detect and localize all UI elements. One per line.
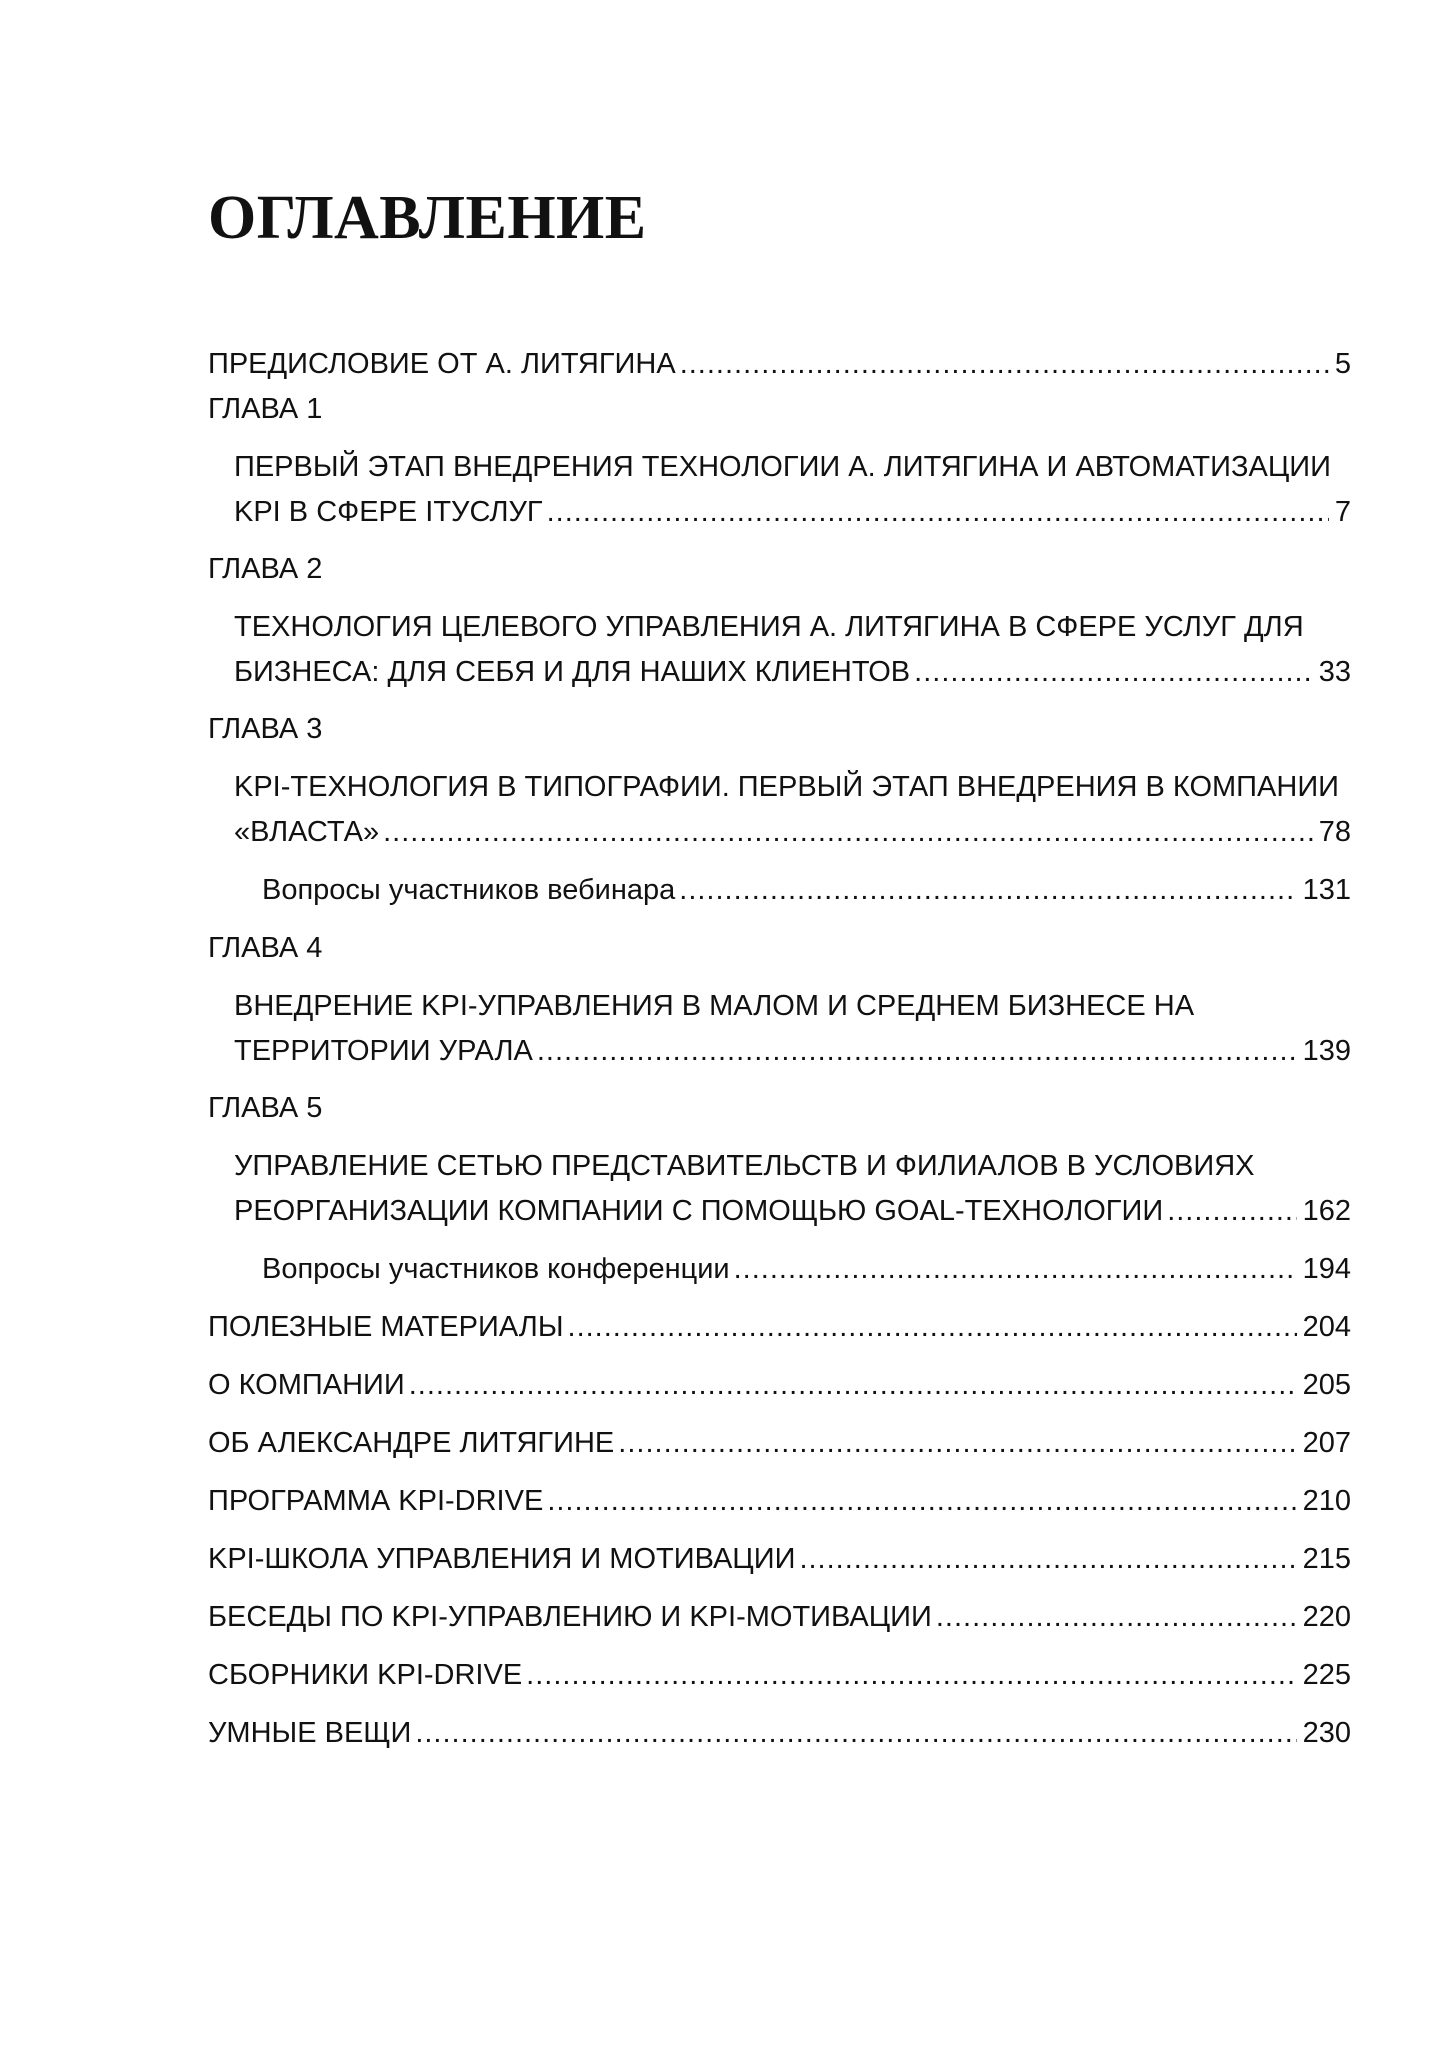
toc-entry-text: ОБ АЛЕКСАНДРЕ ЛИТЯГИНЕ — [208, 1427, 615, 1459]
dot-leader — [568, 1305, 1297, 1350]
toc-page-number: 131 — [1302, 874, 1351, 906]
toc-entry-text: СБОРНИКИ KPI-DRIVE — [208, 1659, 523, 1691]
toc-entry-text-line-1: ВНЕДРЕНИЕ KPI-УПРАВЛЕНИЯ В МАЛОМ И СРЕДНЕМ БИЗНЕСЕ НА — [234, 990, 1195, 1022]
toc-chapter-label-3[interactable] — [208, 707, 1351, 752]
toc-entry-text-line-2: KPI В СФЕРЕ ITУСЛУГ — [234, 496, 543, 528]
dot-leader — [799, 1537, 1296, 1582]
toc-page-number: 78 — [1318, 816, 1351, 848]
toc-entry-preface[interactable] — [208, 342, 1351, 387]
toc-chapter-label-2[interactable] — [208, 547, 1351, 592]
dot-leader — [415, 1711, 1296, 1756]
chapter-label: ГЛАВА 3 — [208, 713, 323, 745]
dot-leader — [680, 342, 1329, 387]
dot-leader — [914, 650, 1313, 695]
toc-entry-text: Вопросы участников конференции — [262, 1253, 730, 1285]
toc-entry-text-line-1: УПРАВЛЕНИЕ СЕТЬЮ ПРЕДСТАВИТЕЛЬСТВ И ФИЛИАЛОВ В УСЛОВИЯХ — [234, 1150, 1255, 1182]
dot-leader — [526, 1653, 1296, 1698]
page-title: ОГЛАВЛЕНИЕ — [208, 184, 647, 252]
toc-entry-text-line-2: РЕОРГАНИЗАЦИИ КОМПАНИИ С ПОМОЩЬЮ GOAL-ТЕХНОЛОГИИ — [234, 1195, 1164, 1227]
toc-entry-text: ПОЛЕЗНЫЕ МАТЕРИАЛЫ — [208, 1311, 564, 1343]
toc-chapter-label-4[interactable] — [208, 926, 1351, 971]
dot-leader — [1167, 1189, 1296, 1234]
toc-subentry-webinar-questions[interactable] — [262, 868, 1351, 913]
toc-entry-chapter-3[interactable] — [234, 765, 1351, 855]
toc-entry-text-line-2: ТЕРРИТОРИИ УРАЛА — [234, 1035, 533, 1067]
toc-page-number: 194 — [1302, 1253, 1351, 1285]
toc-entry-text-line-1: ПЕРВЫЙ ЭТАП ВНЕДРЕНИЯ ТЕХНОЛОГИИ А. ЛИТЯГИНА И АВТОМАТИЗАЦИИ — [234, 451, 1331, 483]
toc-page-number: 5 — [1334, 348, 1351, 380]
toc-page-number: 7 — [1334, 496, 1351, 528]
toc-subentry-conference-questions[interactable] — [262, 1247, 1351, 1292]
toc-chapter-label-1[interactable] — [208, 387, 1351, 432]
toc-entry-text: О КОМПАНИИ — [208, 1369, 405, 1401]
toc-entry-useful-materials[interactable] — [208, 1305, 1351, 1350]
toc-page-number: 207 — [1302, 1427, 1351, 1459]
toc-entry-text: ПРОГРАММА KPI-DRIVE — [208, 1485, 544, 1517]
toc-entry-talks[interactable] — [208, 1595, 1351, 1640]
dot-leader — [383, 810, 1313, 855]
toc-entry-chapter-4[interactable] — [234, 984, 1351, 1074]
toc-page-number: 139 — [1302, 1035, 1351, 1067]
chapter-label: ГЛАВА 2 — [208, 553, 323, 585]
table-of-contents — [208, 342, 1351, 1756]
toc-page-number: 33 — [1318, 656, 1351, 688]
toc-entry-chapter-2[interactable] — [234, 605, 1351, 695]
chapter-label: ГЛАВА 5 — [208, 1092, 323, 1124]
dot-leader — [679, 868, 1296, 913]
dot-leader — [547, 490, 1329, 535]
toc-page-number: 230 — [1302, 1717, 1351, 1749]
dot-leader — [936, 1595, 1297, 1640]
toc-entry-text-line-2: БИЗНЕСА: ДЛЯ СЕБЯ И ДЛЯ НАШИХ КЛИЕНТОВ — [234, 656, 911, 688]
toc-page-number: 204 — [1302, 1311, 1351, 1343]
toc-entry-text: УМНЫЕ ВЕЩИ — [208, 1717, 412, 1749]
toc-entry-about-author[interactable] — [208, 1421, 1351, 1466]
toc-entry-text-line-2: «ВЛАСТА» — [234, 816, 380, 848]
toc-page-number: 215 — [1302, 1543, 1351, 1575]
toc-entry-text-line-1: ТЕХНОЛОГИЯ ЦЕЛЕВОГО УПРАВЛЕНИЯ А. ЛИТЯГИНА В СФЕРЕ УСЛУГ ДЛЯ — [234, 611, 1304, 643]
toc-page-number: 225 — [1302, 1659, 1351, 1691]
dot-leader — [409, 1363, 1297, 1408]
dot-leader — [618, 1421, 1296, 1466]
toc-entry-text-line-1: KPI-ТЕХНОЛОГИЯ В ТИПОГРАФИИ. ПЕРВЫЙ ЭТАП ВНЕДРЕНИЯ В КОМПАНИИ — [234, 771, 1340, 803]
toc-entry-about-company[interactable] — [208, 1363, 1351, 1408]
toc-entry-text: Вопросы участников вебинара — [262, 874, 676, 906]
toc-entry-school[interactable] — [208, 1537, 1351, 1582]
toc-entry-chapter-5[interactable] — [234, 1144, 1351, 1234]
toc-entry-text: БЕСЕДЫ ПО KPI-УПРАВЛЕНИЮ И KPI-МОТИВАЦИИ — [208, 1601, 932, 1633]
toc-entry-collections[interactable] — [208, 1653, 1351, 1698]
toc-page-number: 210 — [1302, 1485, 1351, 1517]
dot-leader — [547, 1479, 1296, 1524]
toc-page-number: 205 — [1302, 1369, 1351, 1401]
toc-entry-smart-things[interactable] — [208, 1711, 1351, 1756]
toc-chapter-label-5[interactable] — [208, 1086, 1351, 1131]
chapter-label: ГЛАВА 4 — [208, 932, 323, 964]
toc-page-number: 162 — [1302, 1195, 1351, 1227]
toc-entry-text: KPI-ШКОЛА УПРАВЛЕНИЯ И МОТИВАЦИИ — [208, 1543, 796, 1575]
dot-leader — [734, 1247, 1297, 1292]
toc-entry-text: ПРЕДИСЛОВИЕ ОТ А. ЛИТЯГИНА — [208, 348, 676, 380]
dot-leader — [537, 1029, 1297, 1074]
chapter-label: ГЛАВА 1 — [208, 393, 323, 425]
toc-page-number: 220 — [1302, 1601, 1351, 1633]
toc-entry-program[interactable] — [208, 1479, 1351, 1524]
toc-entry-chapter-1[interactable] — [234, 445, 1351, 535]
